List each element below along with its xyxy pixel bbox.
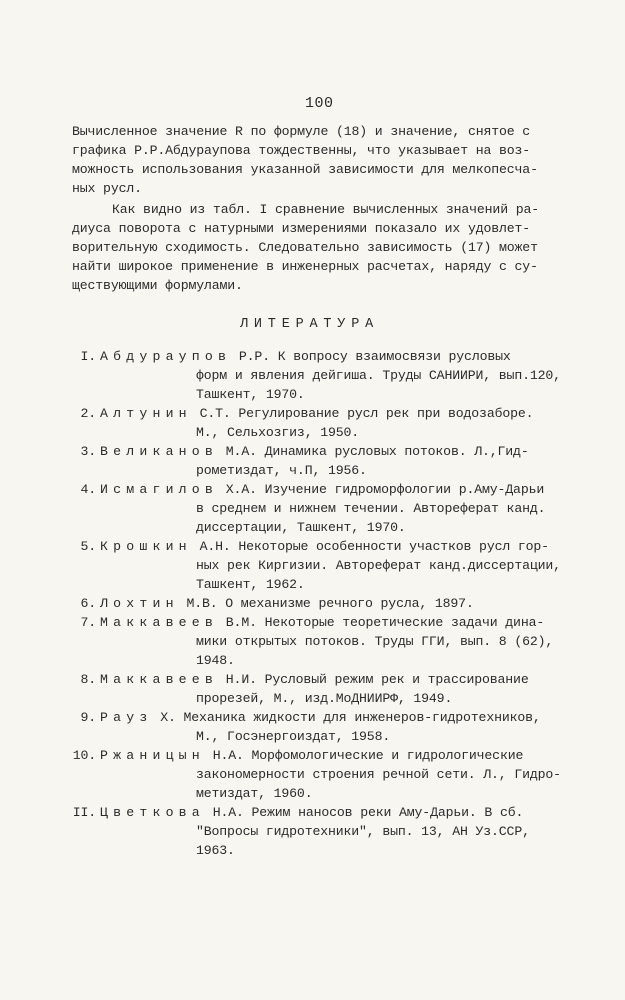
- reference-first-line: [100, 442, 600, 461]
- reference-text: 1948.: [196, 653, 235, 668]
- reference-number: II.: [72, 805, 96, 820]
- reference-item: [60, 670, 600, 708]
- reference-text: метиздат, 1960.: [196, 786, 313, 801]
- reference-number: 10.: [72, 748, 96, 763]
- reference-author: Алтунин: [100, 406, 192, 421]
- reference-list: [60, 347, 600, 860]
- reference-author: Маккавеев: [100, 615, 219, 630]
- reference-author: Цветкова: [100, 805, 205, 820]
- reference-text: закономерности строения речной сети. Л., Гидро-: [196, 767, 561, 782]
- reference-text: Х. Механика жидкости для инженеров-гидротехников,: [160, 710, 541, 725]
- reference-text: в среднем и нижнем течении. Автореферат канд.: [196, 501, 546, 516]
- reference-text: Р.Р. К вопросу взаимосвязи русловых: [238, 349, 511, 364]
- reference-text: мики открытых потоков. Труды ГГИ, вып. 8 (62),: [196, 634, 554, 649]
- reference-first-line: [100, 613, 600, 632]
- reference-author: Крошкин: [100, 539, 192, 554]
- paragraph-2: [72, 200, 572, 295]
- text-line: Вычисленное значение R по формуле (18) и значение, снятое с: [72, 124, 531, 139]
- reference-text: форм и явления дейгиша. Труды САНИИРИ, вып.120,: [196, 368, 561, 383]
- reference-first-line: [100, 594, 600, 613]
- reference-item: [60, 537, 600, 594]
- reference-text: прорезей, М., изд.МоДНИИРФ, 1949.: [196, 691, 453, 706]
- reference-text: Н.А. Морфомологические и гидрологические: [212, 748, 524, 763]
- reference-text: 1963.: [196, 843, 235, 858]
- reference-item: [60, 480, 600, 537]
- reference-number: 3.: [80, 444, 96, 459]
- reference-first-line: [100, 803, 600, 822]
- reference-author: Рауз: [100, 710, 153, 725]
- reference-text: С.Т. Регулирование русл рек при водозаборе.: [199, 406, 534, 421]
- reference-number: 9.: [80, 710, 96, 725]
- paragraph-1: [72, 122, 572, 198]
- reference-first-line: [100, 347, 600, 366]
- reference-first-line: [100, 537, 600, 556]
- text-line: диуса поворота с натурными измерениями показало их удовлет-: [72, 221, 531, 236]
- reference-text: диссертации, Ташкент, 1970.: [196, 520, 406, 535]
- text-line: можность использования указанной зависимости для мелкопесча-: [72, 162, 538, 177]
- reference-item: [60, 404, 600, 442]
- reference-first-line: [100, 670, 600, 689]
- reference-text: Ташкент, 1970.: [196, 387, 305, 402]
- reference-text: Н.А. Режим наносов реки Аму-Дарьи. В сб.: [212, 805, 524, 820]
- reference-item: [60, 442, 600, 480]
- reference-author: Лохтин: [100, 596, 179, 611]
- reference-author: Маккавеев: [100, 672, 219, 687]
- reference-number: 8.: [80, 672, 96, 687]
- text-line: Как видно из табл. I сравнение вычисленных значений ра-: [112, 202, 540, 217]
- reference-item: [60, 613, 600, 670]
- reference-text: Ташкент, 1962.: [196, 577, 305, 592]
- reference-first-line: [100, 480, 600, 499]
- text-line: найти широкое применение в инженерных расчетах, наряду с су-: [72, 259, 538, 274]
- reference-number: 6.: [80, 596, 96, 611]
- reference-number: 5.: [80, 539, 96, 554]
- reference-first-line: [100, 746, 600, 765]
- reference-item: [60, 594, 600, 613]
- reference-item: [60, 803, 600, 860]
- reference-number: 2.: [80, 406, 96, 421]
- text-line: графика Р.Р.Абдураупова тождественны, что указывает на воз-: [72, 143, 531, 158]
- reference-number: I.: [80, 349, 96, 364]
- reference-author: Великанов: [100, 444, 219, 459]
- reference-author: Абдураупов: [100, 349, 232, 364]
- reference-text: ных рек Киргизии. Автореферат канд.диссертации,: [196, 558, 561, 573]
- reference-text: М.А. Динамика русловых потоков. Л.,Гид-: [225, 444, 529, 459]
- reference-text: М., Госэнергоиздат, 1958.: [196, 729, 391, 744]
- reference-text: рометиздат, ч.П, 1956.: [196, 463, 367, 478]
- text-line: ных русл.: [72, 181, 142, 196]
- reference-number: 4.: [80, 482, 96, 497]
- reference-first-line: [100, 404, 600, 423]
- reference-number: 7.: [80, 615, 96, 630]
- text-line: ществующими формулами.: [72, 278, 243, 293]
- reference-text: В.М. Некоторые теоретические задачи дина-: [225, 615, 545, 630]
- reference-text: М., Сельхозгиз, 1950.: [196, 425, 360, 440]
- reference-first-line: [100, 708, 600, 727]
- reference-text: Х.А. Изучение гидроморфологии р.Аму-Дарьи: [225, 482, 545, 497]
- reference-text: Н.И. Русловый режим рек и трассирование: [225, 672, 529, 687]
- reference-item: [60, 708, 600, 746]
- text-line: ворительную сходимость. Следовательно зависимость (17) может: [72, 240, 538, 255]
- reference-item: [60, 347, 600, 404]
- references-heading: ЛИТЕРАТУРА: [240, 317, 380, 332]
- reference-author: Ржаницын: [100, 748, 205, 763]
- reference-item: [60, 746, 600, 803]
- page-number: 100: [305, 95, 334, 112]
- reference-text: "Вопросы гидротехники", вып. 13, АН Уз.ССР,: [196, 824, 530, 839]
- reference-text: А.Н. Некоторые особенности участков русл гор-: [199, 539, 549, 554]
- reference-text: М.В. О механизме речного русла, 1897.: [186, 596, 474, 611]
- reference-author: Исмагилов: [100, 482, 219, 497]
